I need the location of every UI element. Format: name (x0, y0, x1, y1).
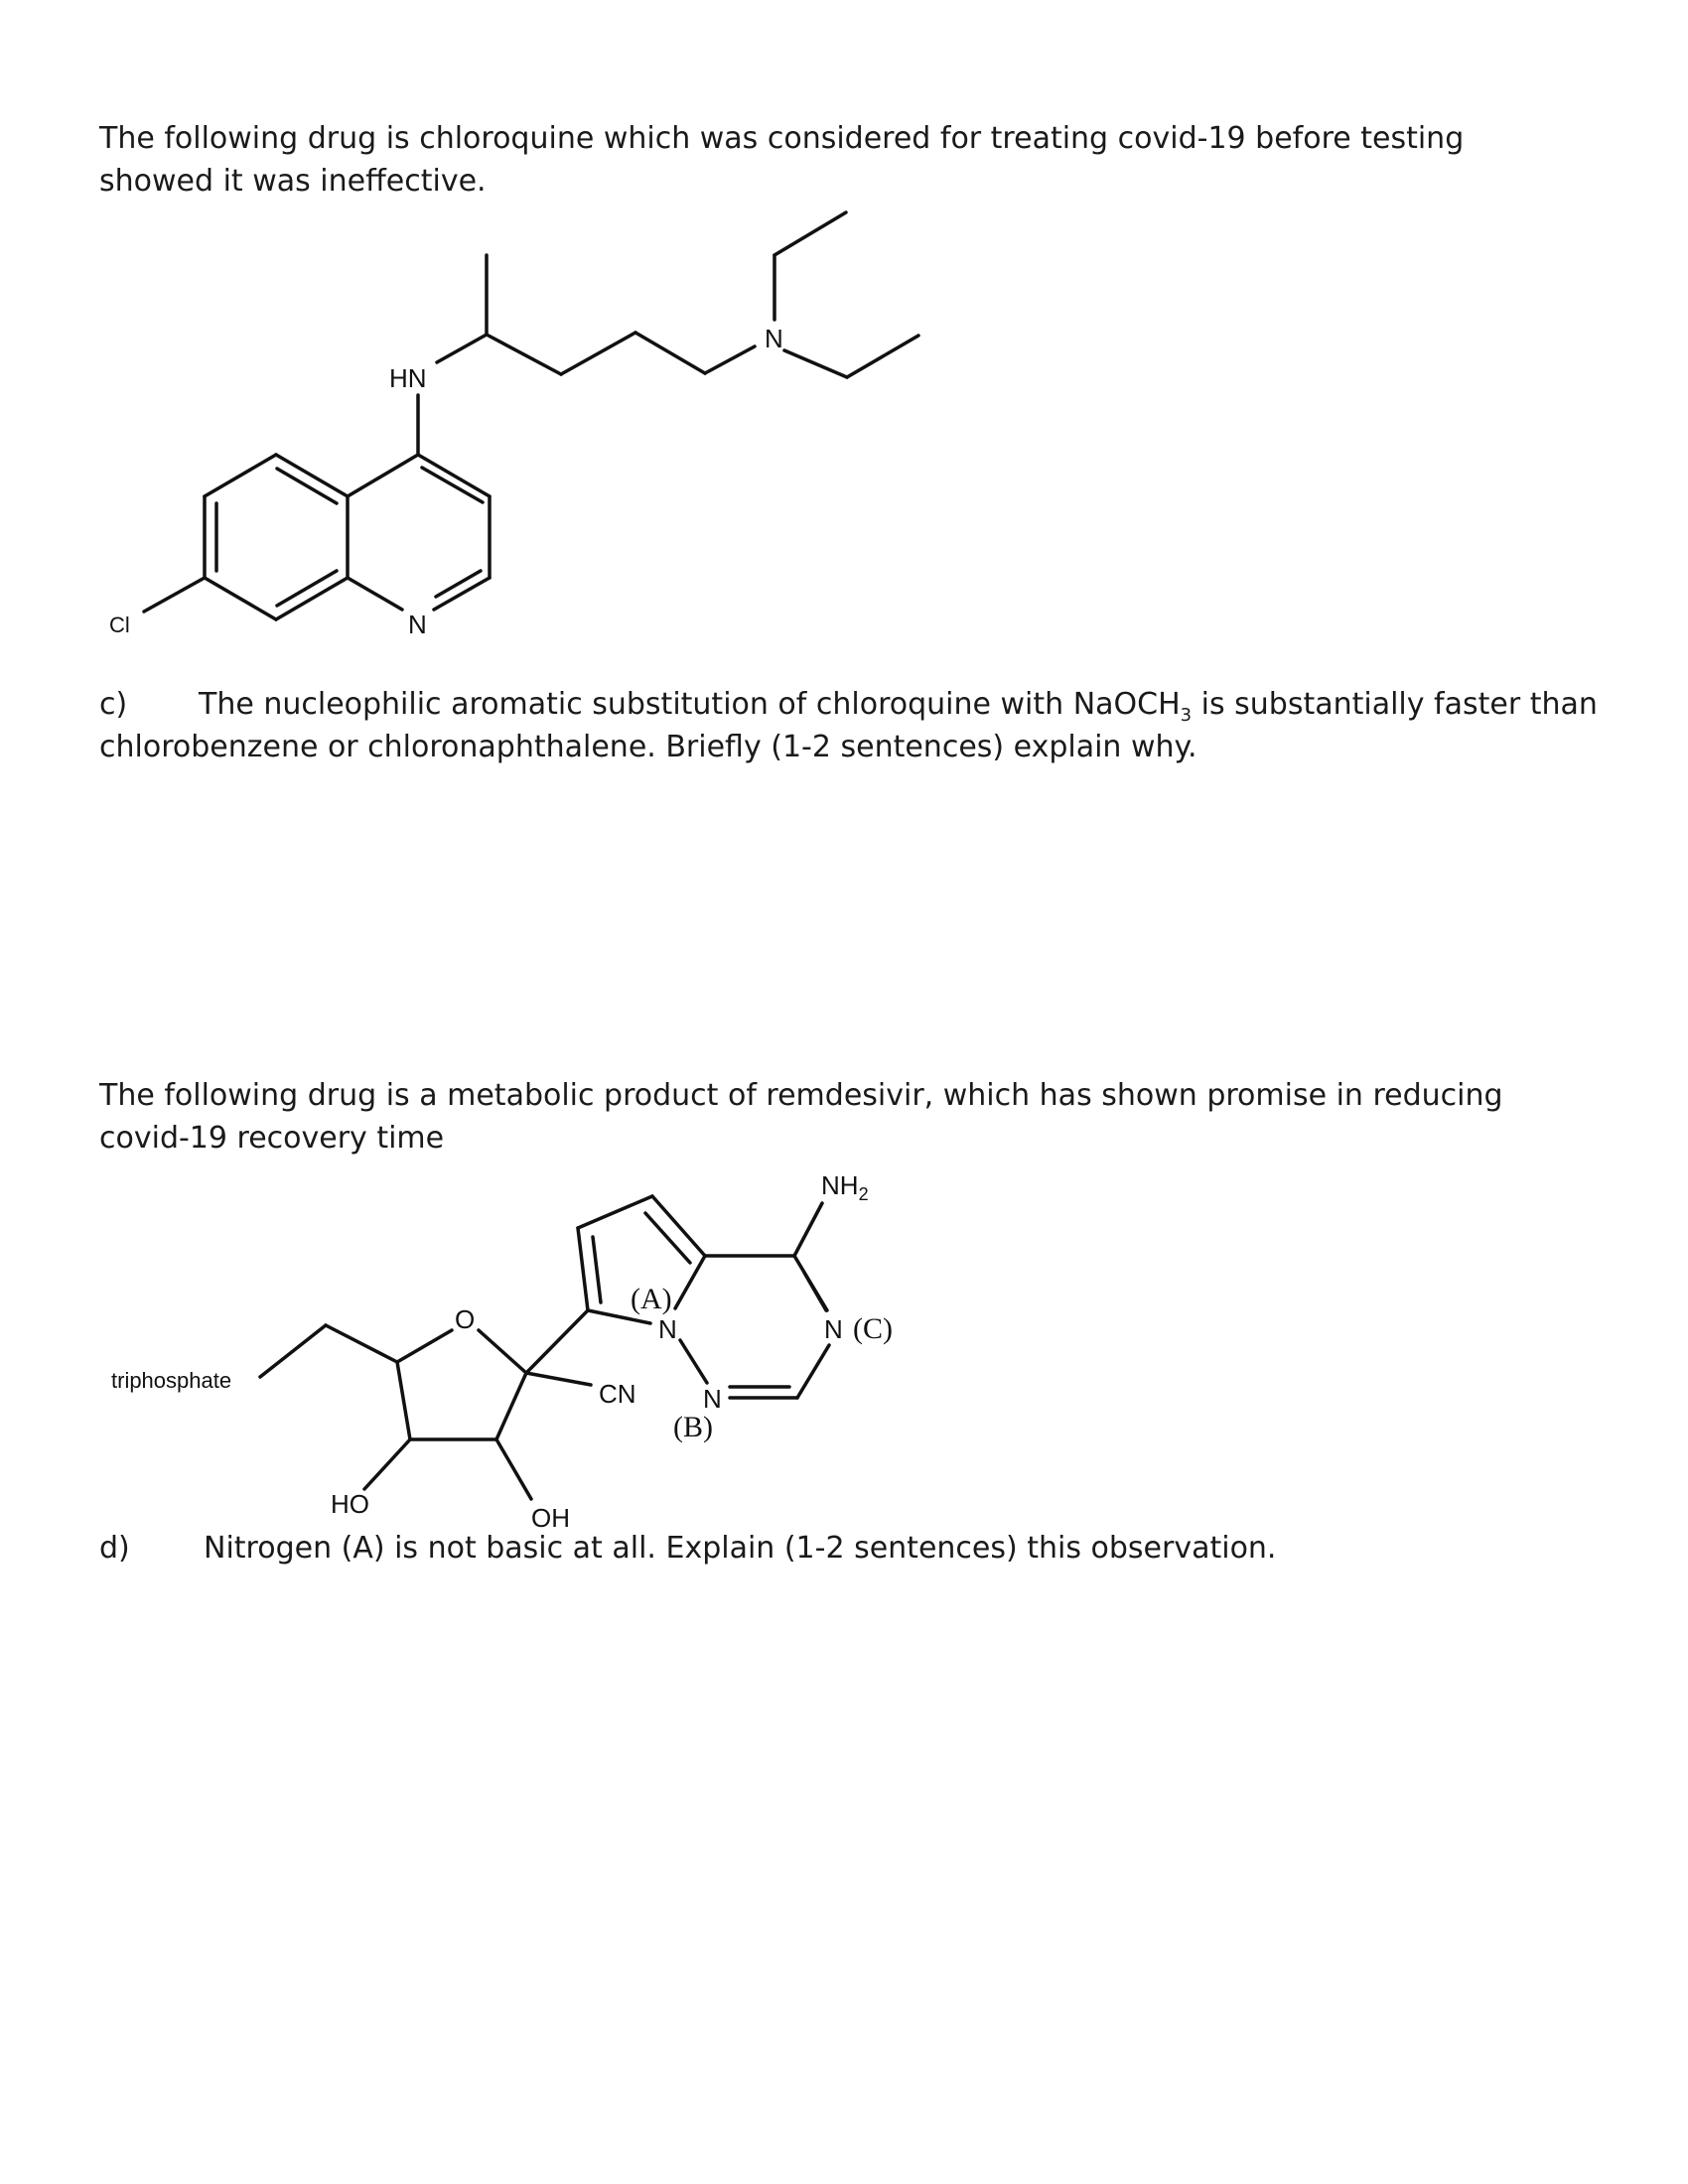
cn-label: CN (599, 1379, 636, 1409)
nh2-subscript: 2 (858, 1184, 869, 1204)
bond (794, 1203, 822, 1256)
question-c-subscript: 3 (1180, 705, 1193, 726)
ring-n-label: N (408, 610, 427, 639)
triphosphate-label: triphosphate (111, 1368, 232, 1393)
question-c-text-a: The nucleophilic aromatic substitution of chloroquine with NaOCH (199, 687, 1181, 722)
nitrogen-b-label: N (703, 1384, 722, 1414)
bond (526, 1373, 591, 1385)
nitrogen-a-label: N (658, 1314, 677, 1344)
bond (645, 1213, 690, 1263)
bond (364, 1439, 410, 1489)
bond (526, 1310, 588, 1373)
label-c: (C) (853, 1312, 893, 1345)
bond (326, 1325, 397, 1362)
bond (496, 1373, 526, 1439)
amine-n-label: N (765, 324, 783, 353)
bond (578, 1228, 588, 1310)
question-c-line2: chlorobenzene or chloronaphthalene. Briefly (1-2 sentences) explain why. (99, 730, 1197, 764)
nh2-main: NH (821, 1170, 859, 1200)
question-c-label: c) (99, 687, 128, 722)
bond (496, 1439, 531, 1499)
bond (652, 1196, 705, 1256)
question-d-label: d) (99, 1531, 130, 1566)
question-d-text: Nitrogen (A) is not basic at all. Explain (1-2 sentences) this observation. (204, 1531, 1277, 1566)
nitrogen-c-label: N (824, 1314, 843, 1344)
label-b: (B) (673, 1411, 713, 1443)
intro-chloroquine-line2: showed it was ineffective. (99, 164, 487, 199)
bond (479, 1330, 526, 1373)
oh-label: OH (531, 1503, 570, 1533)
nh2-label (821, 1170, 869, 1204)
bond (578, 1196, 652, 1228)
bond (397, 1330, 452, 1362)
question-c-text-b: is substantially faster than (1192, 687, 1598, 722)
bond (797, 1345, 829, 1398)
bond (804, 1273, 826, 1310)
bond (593, 1237, 601, 1302)
bond (680, 1340, 707, 1383)
cl-label: Cl (109, 613, 130, 637)
intro-remdesivir-line1: The following drug is a metabolic product of remdesivir, which has shown promise in reducing (99, 1078, 1503, 1113)
bond (397, 1362, 410, 1439)
label-a: (A) (631, 1283, 672, 1315)
intro-remdesivir-line2: covid-19 recovery time (99, 1121, 445, 1156)
hn-label: HN (389, 363, 427, 393)
ho-label: HO (331, 1489, 369, 1519)
bond (260, 1325, 326, 1377)
oxygen-label: O (455, 1304, 476, 1334)
intro-chloroquine-line1: The following drug is chloroquine which was considered for treating covid-19 before testing (99, 121, 1465, 156)
